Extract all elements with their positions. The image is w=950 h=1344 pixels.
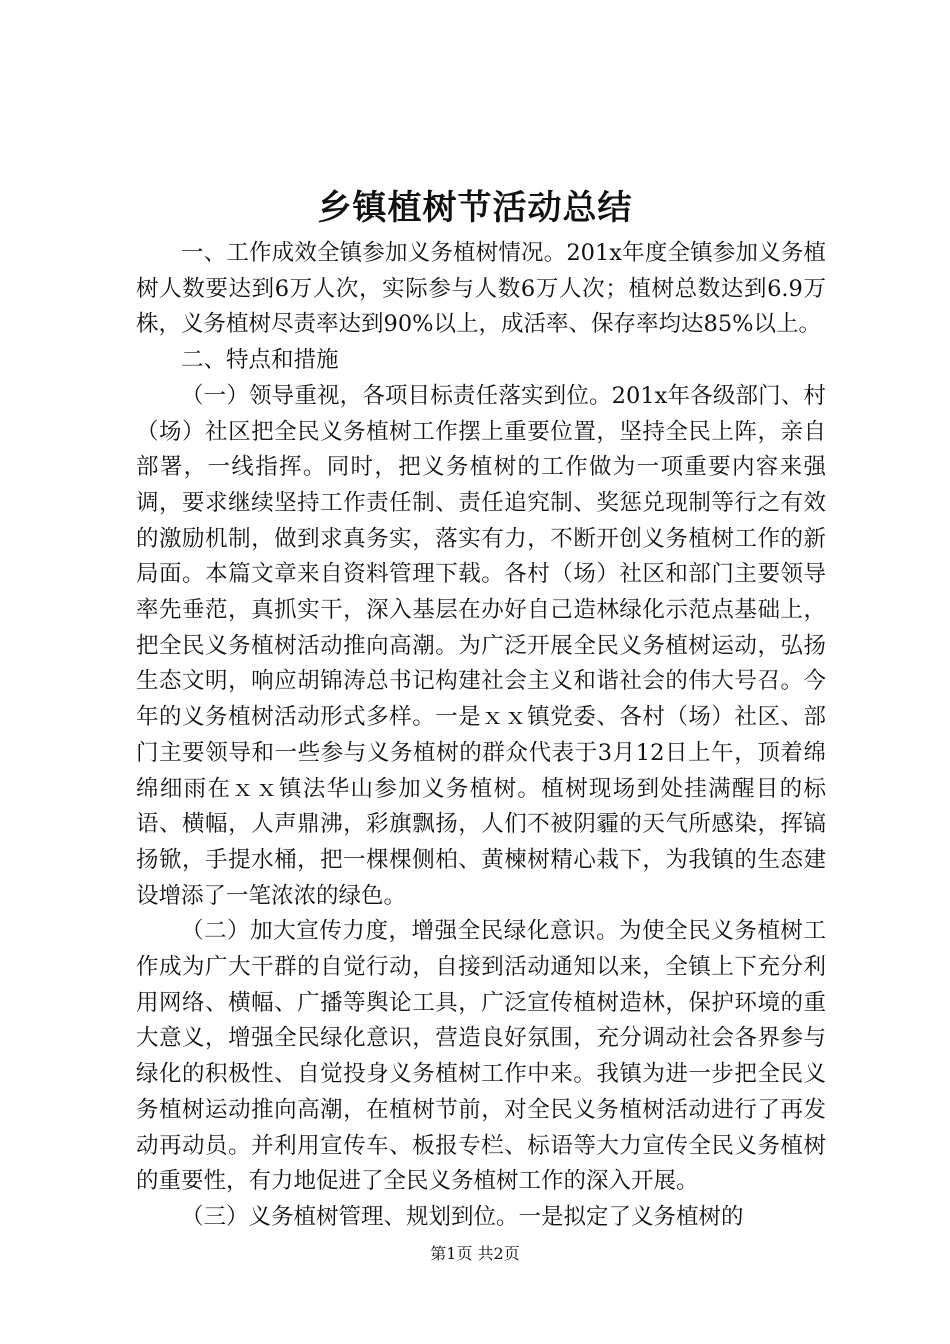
document-body bbox=[136, 236, 826, 1236]
paragraph-publicity: （二）加大宣传力度，增强全民绿化意识。为使全民义务植树工作成为广大干群的自觉行动，自接到活动通知以来，全镇上下充分利用网络、横幅、广播等舆论工具，广泛宣传植树造林，保护环境的重大意义，增强全民绿化意识，营造良好氛围，充分调动社会各界参与绿化的积极性、自觉投身义务植树工作中来。我镇为进一步把全民义务植树运动推向高潮，在植树节前，对全民义务植树活动进行了再发动再动员。并利用宣传车、板报专栏、标语等大力宣传全民义务植树的重要性，有力地促进了全民义务植树工作的深入开展。 bbox=[136, 918, 826, 1195]
paragraph-management: （三）义务植树管理、规划到位。一是拟定了义务植树的 bbox=[181, 1203, 744, 1230]
paragraph-section-heading: 二、特点和措施 bbox=[181, 347, 339, 374]
paragraph-leadership: （一）领导重视，各项目标责任落实到位。201x年各级部门、村（场）社区把全民义务植树工作摆上重要位置，坚持全民上阵，亲自部署，一线指挥。同时，把义务植树的工作做为一项重要内容来强调，要求继续坚持工作责任制、责任追究制、奖惩兑现制等行之有效的激励机制，做到求真务实，落实有力，不断开创义务植树工作的新局面。本篇文章来自资料管理下载。各村（场）社区和部门主要领导率先垂范，真抓实干，深入基层在办好自己造林绿化示范点基础上，把全民义务植树活动推向高潮。为广泛开展全民义务植树运动，弘扬生态文明，响应胡锦涛总书记构建社会主义和谐社会的伟大号召。今年的义务植树活动形式多样。一是ｘｘ镇党委、各村（场）社区、部门主要领导和一些参与义务植树的群众代表于3月12日上午，顶着绵绵细雨在ｘｘ镇法华山参加义务植树。植树现场到处挂满醒目的标语、横幅，人声鼎沸，彩旗飘扬，人们不被阴霾的天气所感染，挥镐扬锨，手提水桶，把一棵棵侧柏、黄楝树精心栽下，为我镇的生态建设增添了一笔浓浓的绿色。 bbox=[136, 382, 826, 909]
document-title: 乡镇植树节活动总结 bbox=[317, 188, 633, 228]
paragraph-work-results: 一、工作成效全镇参加义务植树情况。201x年度全镇参加义务植树人数要达到6万人次，实际参与人数6万人次；植树总数达到6.9万株，义务植树尽责率达到90%以上，成活率、保存率均达85%以上。 bbox=[136, 240, 826, 338]
page-footer: 第1页 共2页 bbox=[430, 1244, 520, 1263]
